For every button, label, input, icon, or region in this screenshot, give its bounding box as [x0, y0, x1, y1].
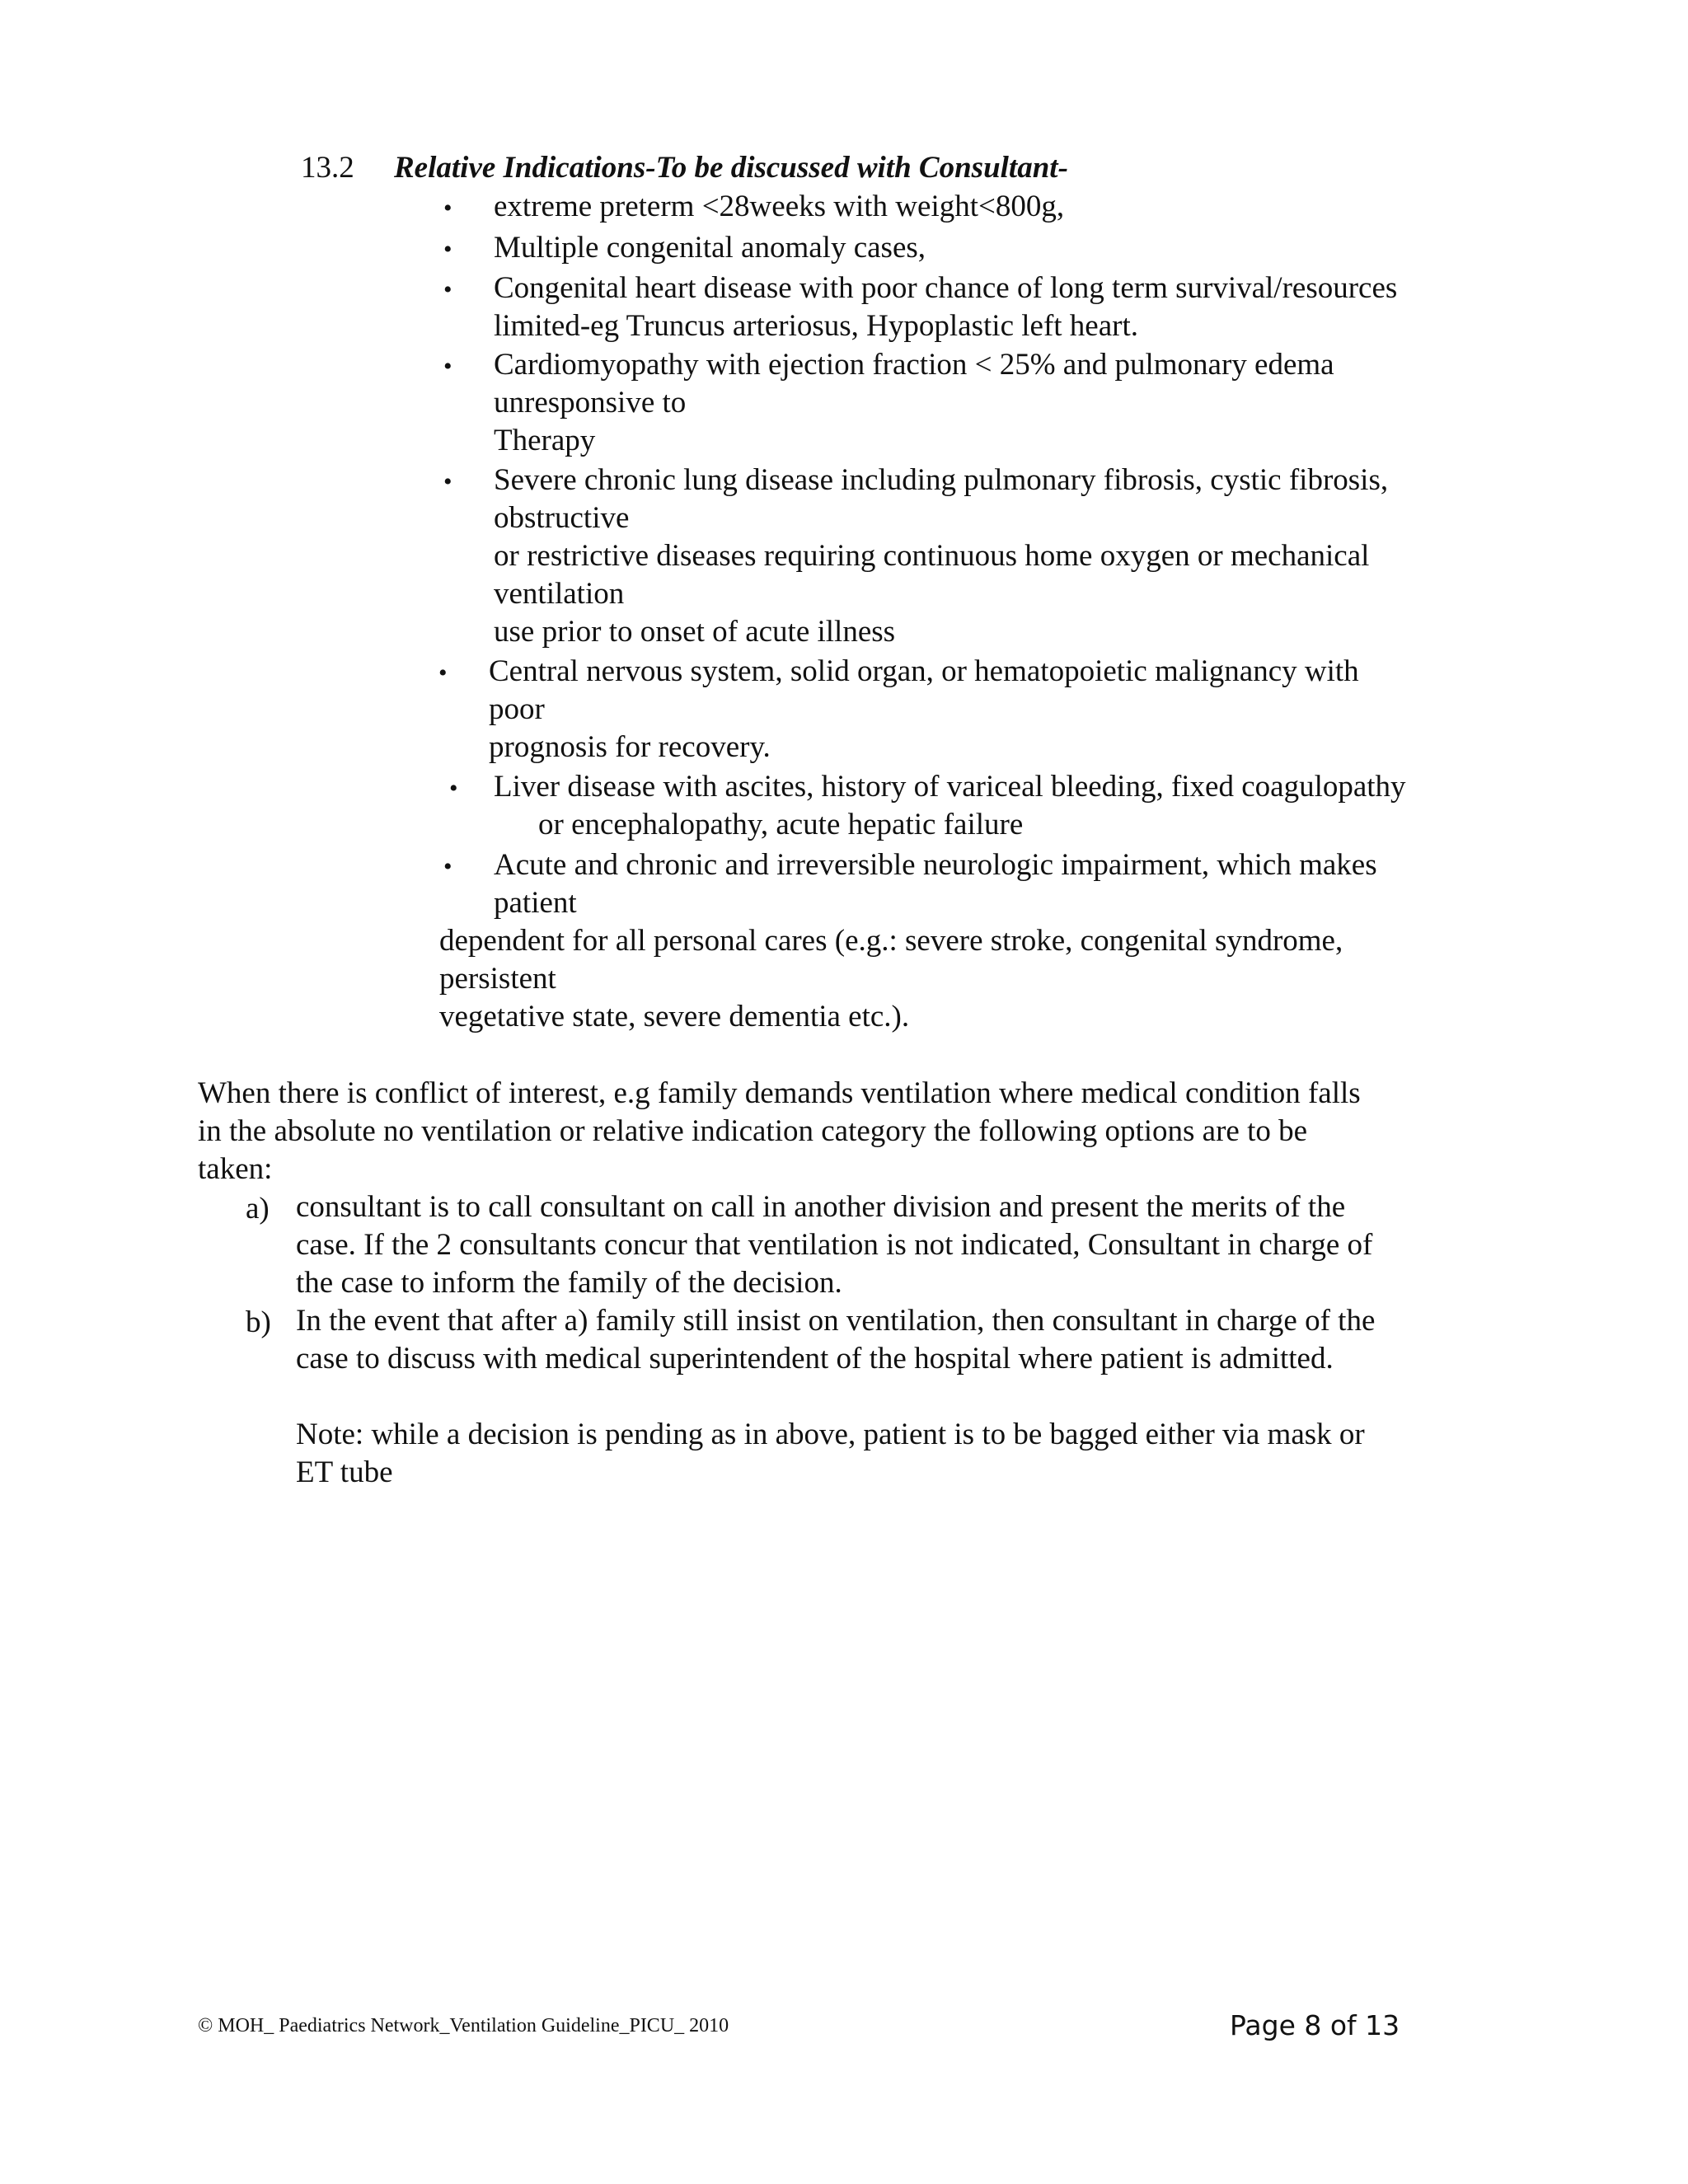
list-item-line: Multiple congenital anomaly cases,: [494, 231, 926, 265]
list-item-line: unresponsive to: [494, 386, 687, 419]
list-item-line: poor: [489, 692, 545, 726]
note-line: Note: while a decision is pending as in above, patient is to be bagged either via mask or: [296, 1418, 1365, 1451]
list-item-line: Central nervous system, solid organ, or hematopoietic malignancy with: [489, 654, 1359, 688]
list-item-line: ventilation: [494, 577, 625, 611]
option-line: case to discuss with medical superintendent of the hospital where patient is admitted.: [296, 1342, 1334, 1376]
list-item-line: Cardiomyopathy with ejection fraction < 25% and pulmonary edema: [494, 348, 1334, 382]
option-line: consultant is to call consultant on call in another division and present the merits of the: [296, 1190, 1346, 1224]
footer-page-number: Page 8 of 13: [1230, 2009, 1400, 2041]
list-item-line: dependent for all personal cares (e.g.: severe stroke, congenital syndrome,: [439, 924, 1343, 958]
option-marker: b): [246, 1305, 271, 1339]
list-item-line: or encephalopathy, acute hepatic failure: [538, 808, 1024, 841]
bullet-icon: •: [443, 194, 452, 222]
section-number: 13.2: [301, 151, 354, 185]
paragraph-line: When there is conflict of interest, e.g family demands ventilation where medical condition falls: [198, 1076, 1361, 1110]
option-line: the case to inform the family of the decision.: [296, 1266, 842, 1300]
footer-copyright: © MOH_ Paediatrics Network_Ventilation Guideline_PICU_ 2010: [198, 2015, 729, 2036]
option-line: In the event that after a) family still insist on ventilation, then consultant in charge of the: [296, 1304, 1376, 1338]
bullet-icon: •: [443, 353, 452, 380]
option-marker: a): [246, 1192, 270, 1226]
bullet-icon: •: [443, 853, 452, 880]
bullet-icon: •: [443, 276, 452, 303]
bullet-icon: •: [449, 775, 458, 802]
list-item-line: or restrictive diseases requiring continuous home oxygen or mechanical: [494, 539, 1370, 573]
list-item-line: vegetative state, severe dementia etc.).: [439, 1000, 910, 1033]
bullet-icon: •: [443, 468, 452, 495]
paragraph-line: taken:: [198, 1152, 273, 1186]
bullet-icon: •: [443, 236, 452, 263]
list-item-line: prognosis for recovery.: [489, 730, 771, 764]
list-item-line: Liver disease with ascites, history of variceal bleeding, fixed coagulopathy: [494, 770, 1406, 804]
list-item-line: patient: [494, 886, 577, 920]
list-item-line: Congenital heart disease with poor chance of long term survival/resources: [494, 271, 1398, 305]
list-item-line: obstructive: [494, 501, 630, 535]
paragraph-line: in the absolute no ventilation or relative indication category the following options are to be: [198, 1114, 1308, 1148]
list-item-line: persistent: [439, 962, 556, 996]
option-line: case. If the 2 consultants concur that ventilation is not indicated, Consultant in charge of: [296, 1228, 1373, 1262]
list-item-line: Severe chronic lung disease including pulmonary fibrosis, cystic fibrosis,: [494, 463, 1389, 497]
note-line: ET tube: [296, 1455, 393, 1489]
list-item-line: limited-eg Truncus arteriosus, Hypoplastic left heart.: [494, 309, 1138, 343]
section-title: Relative Indications-To be discussed with Consultant-: [394, 151, 1068, 185]
list-item-line: Therapy: [494, 424, 596, 457]
list-item-line: Acute and chronic and irreversible neurologic impairment, which makes: [494, 848, 1377, 882]
bullet-icon: •: [438, 659, 448, 687]
list-item-line: use prior to onset of acute illness: [494, 615, 896, 649]
list-item-line: extreme preterm <28weeks with weight<800g,: [494, 190, 1065, 223]
